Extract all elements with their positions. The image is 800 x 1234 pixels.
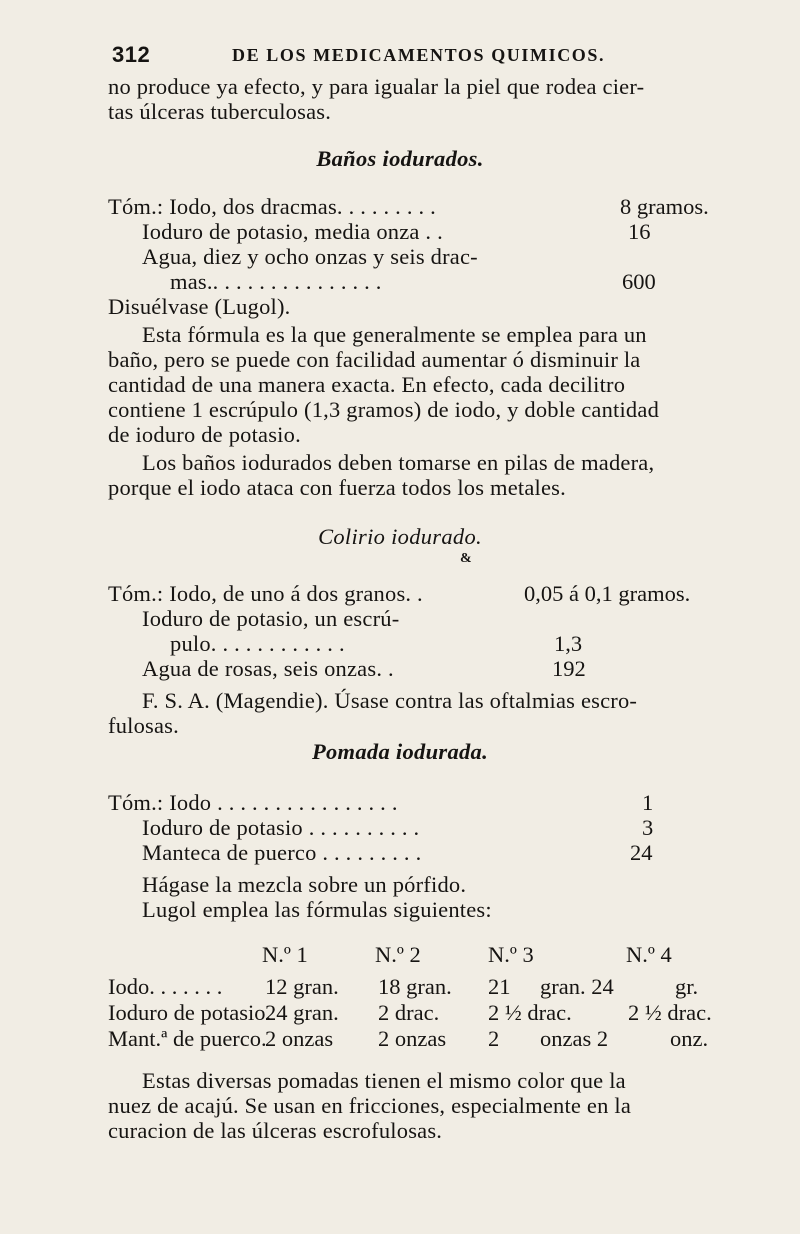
- colirio-recipe-value-1: 0,05 á 0,1 gramos.: [524, 581, 691, 606]
- pomada-recipe-line-3: Manteca de puerco . . . . . . . . .: [142, 840, 422, 865]
- table-row-label-1: Iodo. . . . . . .: [108, 974, 223, 999]
- colirio-recipe-value-3: 1,3: [554, 631, 583, 656]
- banos-para-line-4: contiene 1 escrúpulo (1,3 gramos) de iodo, y doble cantidad: [108, 397, 660, 422]
- banos-recipe-line-2: Ioduro de potasio, media onza . .: [142, 219, 443, 244]
- table-cell: 2 drac.: [378, 1000, 440, 1025]
- table-cell: 2 ½ drac.: [488, 1000, 572, 1025]
- colirio-para-line-1: F. S. A. (Magendie). Úsase contra las oftalmias escro-: [142, 688, 638, 713]
- banos-dissolve: Disuélvase (Lugol).: [108, 294, 291, 319]
- table-cell: 2: [488, 1026, 500, 1051]
- colirio-title: Colirio iodurado.: [318, 524, 482, 549]
- colirio-recipe-line-3: pulo. . . . . . . . . . . .: [170, 631, 345, 656]
- table-cell: 12 gran.: [265, 974, 339, 999]
- table-header-1: N.º 1: [262, 942, 308, 967]
- closing-para-line-3: curacion de las úlceras escrofulosas.: [108, 1118, 443, 1143]
- table-cell: 2 onzas: [378, 1026, 447, 1051]
- table-cell: 24 gran.: [265, 1000, 339, 1025]
- banos-para-line-2: baño, pero se puede con facilidad aumentar ó disminuir la: [108, 347, 641, 372]
- closing-para-line-1: Estas diversas pomadas tienen el mismo color que la: [142, 1068, 626, 1093]
- running-head: DE LOS MEDICAMENTOS QUIMICOS.: [232, 45, 606, 65]
- banos-recipe-line-4: mas.. . . . . . . . . . . . . . .: [170, 269, 382, 294]
- pomada-para-line-2: Lugol emplea las fórmulas siguientes:: [142, 897, 492, 922]
- intro-line-2: tas úlceras tuberculosas.: [108, 99, 332, 124]
- table-cell: onzas 2: [540, 1026, 609, 1051]
- banos-para-line-7: porque el iodo ataca con fuerza todos los metales.: [108, 475, 566, 500]
- closing-para-line-2: nuez de acajú. Se usan en fricciones, especialmente en la: [108, 1093, 632, 1118]
- pomada-recipe-value-1: 1: [642, 790, 654, 815]
- table-cell: 2 onzas: [265, 1026, 334, 1051]
- banos-recipe-value-2: 16: [628, 219, 651, 244]
- table-row-label-2: Ioduro de potasio.: [108, 1000, 272, 1025]
- page-header: [112, 42, 732, 70]
- pomada-recipe-line-2: Ioduro de potasio . . . . . . . . . .: [142, 815, 420, 840]
- colirio-recipe-line-4: Agua de rosas, seis onzas. .: [142, 656, 394, 681]
- table-header-4: N.º 4: [626, 942, 672, 967]
- banos-para-line-1: Esta fórmula es la que generalmente se emplea para un: [142, 322, 647, 347]
- banos-para-line-3: cantidad de una manera exacta. En efecto, cada decilitro: [108, 372, 626, 397]
- banos-para-line-6: Los baños iodurados deben tomarse en pilas de madera,: [142, 450, 655, 475]
- banos-recipe-line-3: Agua, diez y ocho onzas y seis drac-: [142, 244, 478, 269]
- table-cell: gran. 24: [540, 974, 614, 999]
- table-cell: onz.: [670, 1026, 709, 1051]
- pomada-recipe-line-1: Tóm.: Iodo . . . . . . . . . . . . . . . .: [108, 790, 398, 815]
- pomada-title: Pomada iodurada.: [311, 739, 489, 764]
- banos-recipe-value-1: 8 gramos.: [620, 194, 709, 219]
- table-cell: 2 ½ drac.: [628, 1000, 712, 1025]
- table-header-2: N.º 2: [375, 942, 421, 967]
- pomada-recipe-value-3: 24: [630, 840, 653, 865]
- table-header-3: N.º 3: [488, 942, 534, 967]
- table-cell: 21: [488, 974, 511, 999]
- banos-recipe-line-1: Tóm.: Iodo, dos dracmas. . . . . . . . .: [108, 194, 436, 219]
- banos-recipe-value-4: 600: [622, 269, 656, 294]
- printer-mark: &: [460, 551, 472, 566]
- pomada-para-line-1: Hágase la mezcla sobre un pórfido.: [142, 872, 467, 897]
- colirio-recipe-value-4: 192: [552, 656, 586, 681]
- colirio-recipe-line-2: Ioduro de potasio, un escrú-: [142, 606, 400, 631]
- banos-para-line-5: de ioduro de potasio.: [108, 422, 301, 447]
- banos-title: Baños iodurados.: [316, 146, 484, 171]
- colirio-para-line-2: fulosas.: [108, 713, 179, 738]
- table-cell: gr.: [675, 974, 699, 999]
- intro-line-1: no produce ya efecto, y para igualar la piel que rodea cier-: [108, 74, 645, 99]
- table-cell: 18 gran.: [378, 974, 452, 999]
- table-row-label-3: Mant.ª de puerco.: [108, 1026, 267, 1051]
- page-number: 312: [112, 42, 151, 67]
- colirio-recipe-line-1: Tóm.: Iodo, de uno á dos granos. .: [108, 581, 423, 606]
- pomada-recipe-value-2: 3: [642, 815, 654, 840]
